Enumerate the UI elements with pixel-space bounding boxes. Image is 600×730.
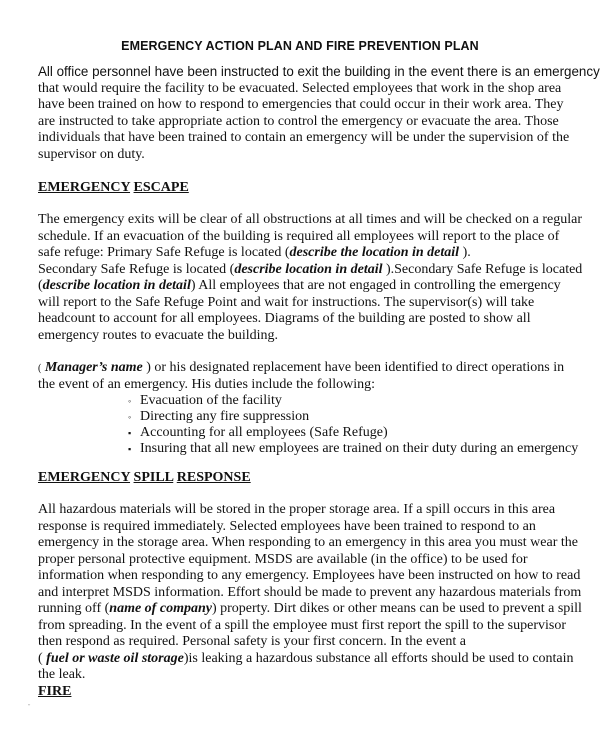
list-item <box>128 409 588 425</box>
location-placeholder: describe location in detail <box>42 278 191 293</box>
spill-line: information when responding to any emergency. Employees have been instructed on how to read <box>38 568 581 583</box>
company-name-placeholder: name of company <box>109 601 212 616</box>
manager-line <box>38 360 583 377</box>
intro-line: All office personnel have been instructed to exit the building in the event there is an emergency <box>38 64 600 79</box>
text-run: ) or his designated replacement have been identified to direct operations in <box>142 360 565 375</box>
escape-line: emergency routes to evacuate the building. <box>38 327 278 343</box>
list-item <box>128 393 588 409</box>
text-run: ).Secondary Safe Refuge is located <box>382 261 583 277</box>
heading-word: EMERGENCY <box>38 470 131 485</box>
list-item-text: Accounting for all employees (Safe Refuge) <box>140 425 388 440</box>
list-item-text: Evacuation of the facility <box>140 393 282 408</box>
intro-paragraph <box>38 64 600 163</box>
escape-line <box>38 245 583 262</box>
spill-line: All hazardous materials will be stored in the proper storage area. If a spill occurs in this area <box>38 502 556 517</box>
list-item-text: Directing any fire suppression <box>140 409 310 424</box>
intro-line: have been trained on how to respond to emergencies that could occur in their work area. They <box>38 97 564 112</box>
spill-paragraph <box>38 502 583 684</box>
spill-line: then respond as required. Personal safety is your first concern. In the event a <box>38 634 467 649</box>
heading-word: SPILL <box>133 470 174 485</box>
text-run: ( <box>38 650 47 666</box>
location-placeholder: describe location in detail <box>234 261 383 277</box>
heading-word: ESCAPE <box>133 180 189 195</box>
spill-line: from spreading. In the event of a spill the employee must first report the spill to the supervisor <box>38 617 566 633</box>
fire-heading <box>38 684 71 701</box>
text-run: ) property. Dirt dikes or other means can be used to prevent a spill <box>211 601 582 616</box>
bullet-icon: ▪ <box>128 428 132 438</box>
text-run: ) All employees that are not engaged in controlling the emergency <box>190 278 561 293</box>
spill-line: the leak. <box>38 667 86 682</box>
intro-line: individuals that have been trained to contain an emergency will be under the supervision of the <box>38 130 570 145</box>
spill-line <box>38 651 583 668</box>
heading-word: RESPONSE <box>176 470 251 485</box>
bullet-icon: ▪ <box>128 444 132 454</box>
storage-placeholder: fuel or waste oil storage <box>46 650 184 666</box>
escape-line <box>38 262 583 279</box>
escape-line <box>38 278 583 295</box>
intro-line: that would require the facility to be evacuated. Selected employees that work in the shop area <box>38 80 562 96</box>
escape-line: headcount to account for all employees. Diagrams of the building are posted to show all <box>38 311 531 326</box>
intro-line: are instructed to take appropriate action to control the emergency or evacuate the area. Those <box>38 113 559 129</box>
manager-line: the event of an emergency. His duties include the following: <box>38 376 376 392</box>
text-run: ( <box>38 363 42 374</box>
spill-line: proper personal protective equipment. MSDS are available (in the office) to be used for <box>38 551 528 567</box>
spill-line <box>38 601 583 618</box>
spill-line: response is required immediately. Selected employees have been trained to respond to an <box>38 518 536 534</box>
document-title: EMERGENCY ACTION PLAN AND FIRE PREVENTION PLAN <box>121 39 479 53</box>
text-run: ). <box>459 245 471 260</box>
bullet-icon: ◦ <box>128 412 132 422</box>
text-run: safe refuge: Primary Safe Refuge is located ( <box>38 245 290 260</box>
escape-line: The emergency exits will be clear of all obstructions at all times and will be checked on a regular <box>38 212 582 227</box>
spill-line: and interpret MSDS information. Effort should be made to prevent any hazardous materials from <box>38 584 582 600</box>
manager-paragraph <box>38 360 583 393</box>
bullet-icon: ◦ <box>128 396 132 406</box>
page-corner-mark: " <box>28 704 31 710</box>
text-run: )is leaking a hazardous substance all efforts should be used to contain <box>183 650 574 666</box>
list-item-text: Insuring that all new employees are trained on their duty during an emergency <box>140 441 579 456</box>
intro-line: supervisor on duty. <box>38 146 145 162</box>
text-run: Secondary Safe Refuge is located ( <box>38 261 235 277</box>
emergency-escape-heading <box>38 180 189 197</box>
heading-word: FIRE <box>38 684 72 699</box>
escape-line: schedule. If an evacuation of the building is required all employees will report to the place of <box>38 228 560 244</box>
text-run: ( <box>38 278 43 293</box>
duties-list <box>128 393 588 457</box>
manager-name-placeholder: Manager’s name <box>41 360 143 375</box>
location-placeholder: describe the location in detail <box>289 245 460 260</box>
text-run: running off ( <box>38 601 110 616</box>
heading-word: EMERGENCY <box>38 180 131 195</box>
emergency-spill-response-heading <box>38 470 251 487</box>
list-item <box>128 425 588 441</box>
escape-line: will report to the Safe Refuge Point and wait for instructions. The supervisor(s) will take <box>38 294 535 310</box>
list-item <box>128 441 588 457</box>
escape-paragraph <box>38 212 583 344</box>
spill-line: emergency in the storage area. When responding to an emergency in this area you must wear the <box>38 535 578 550</box>
